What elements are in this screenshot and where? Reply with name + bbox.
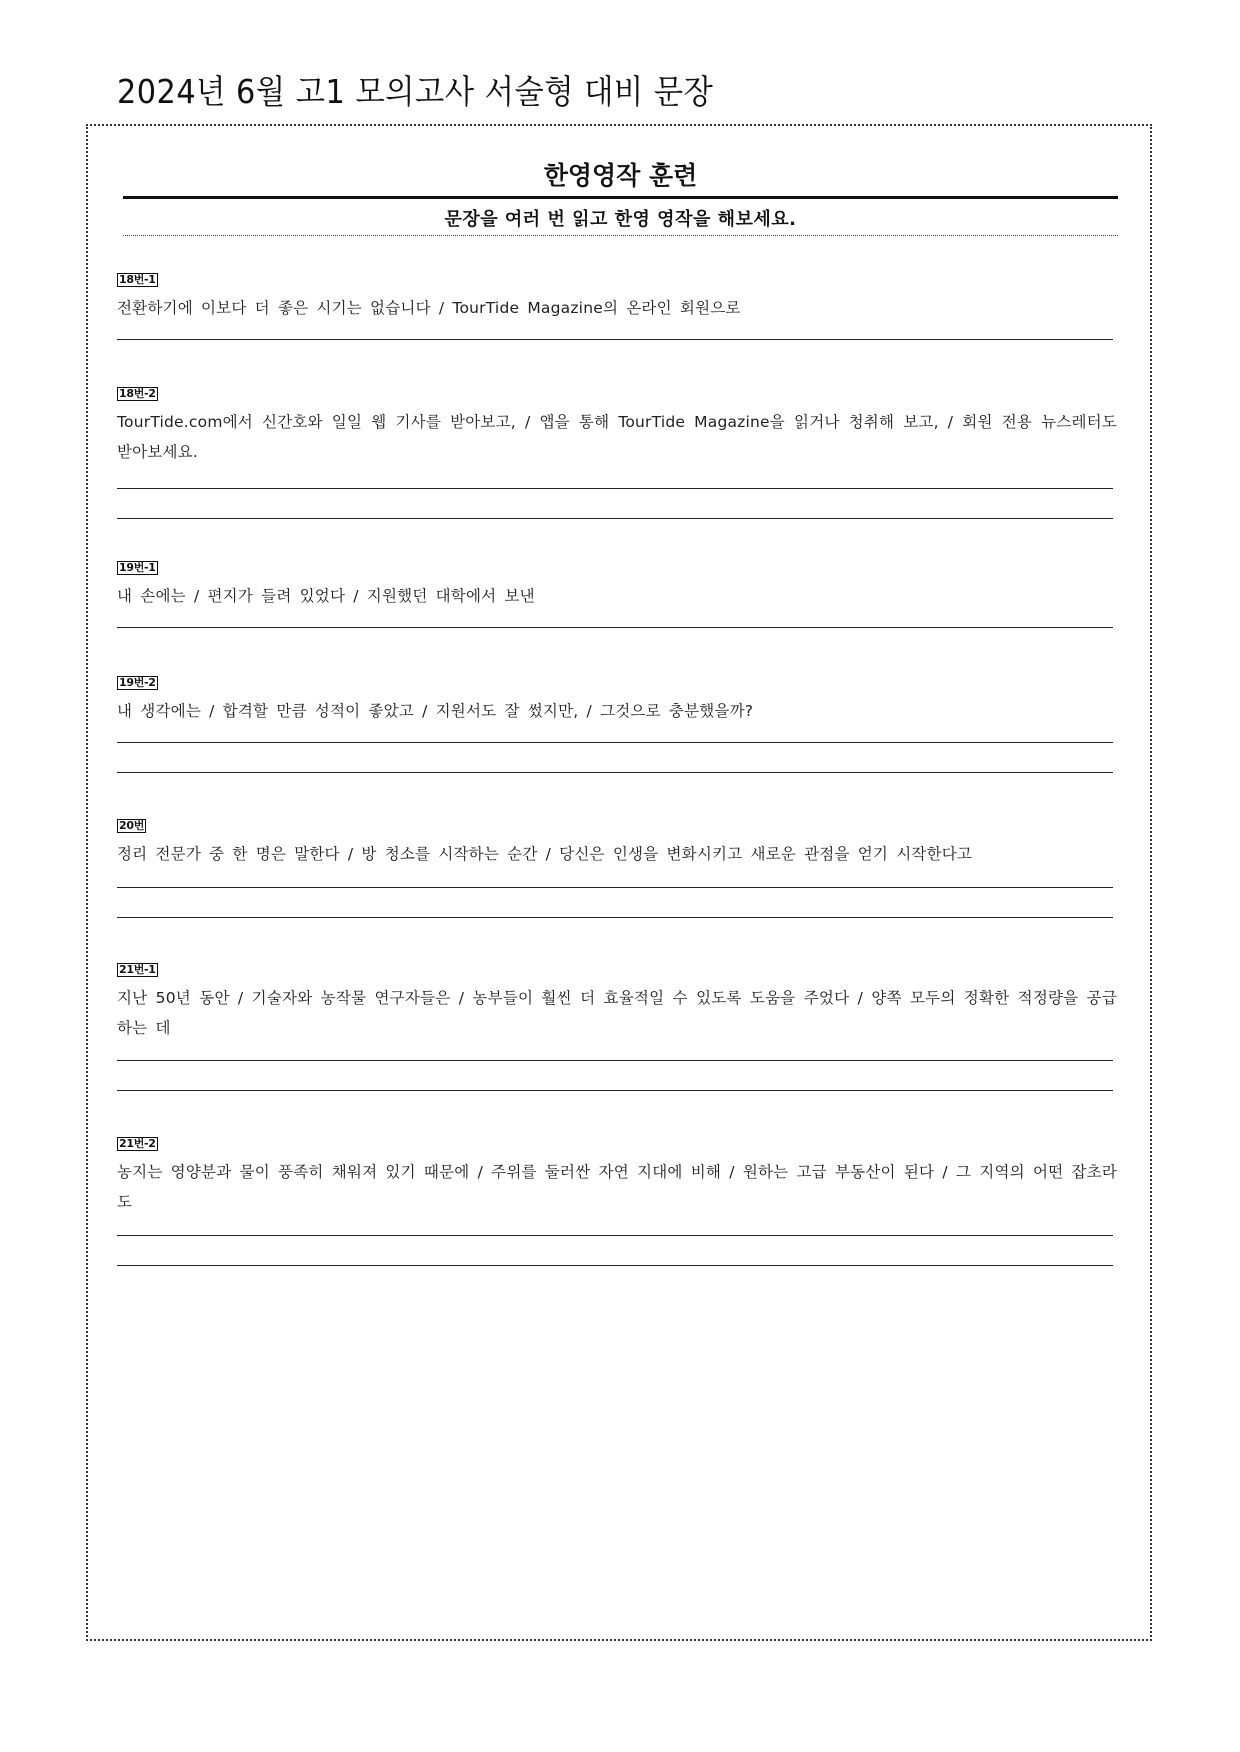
question-number-badge: 19번-2 (119, 676, 156, 689)
answer-line[interactable] (117, 1235, 1113, 1236)
answer-line[interactable] (117, 917, 1113, 918)
instruction-divider (123, 235, 1118, 236)
answer-line[interactable] (117, 1090, 1113, 1091)
answer-line[interactable] (117, 742, 1113, 743)
answer-line[interactable] (117, 772, 1113, 773)
answer-line[interactable] (117, 1060, 1113, 1061)
korean-sentence: 내 생각에는 / 합격할 만큼 성적이 좋았고 / 지원서도 잘 썼지만, / 그것으로 충분했을까? (117, 702, 754, 720)
korean-sentence: 지난 50년 동안 / 기술자와 농작물 연구자들은 / 농부들이 훨씬 더 효율적일 수 있도록 도움을 주었다 / 양쪽 모두의 정확한 적정량을 공급하는 데 (117, 989, 1117, 1037)
answer-line[interactable] (117, 1265, 1113, 1266)
exercise-item (117, 382, 1117, 467)
exercise-item (117, 268, 1117, 323)
worksheet-heading: 한영영작 훈련 (543, 161, 698, 190)
answer-line[interactable] (117, 518, 1113, 519)
worksheet-frame (86, 124, 1152, 1641)
korean-sentence: 내 손에는 / 편지가 들려 있었다 / 지원했던 대학에서 보낸 (117, 587, 535, 605)
exercise-item (117, 556, 1117, 611)
question-number-badge: 19번-1 (119, 561, 156, 574)
question-number-badge: 18번-1 (119, 273, 156, 286)
heading-divider (123, 196, 1118, 199)
korean-sentence: TourTide.com에서 신간호와 일일 웹 기사를 받아보고, / 앱을 통해 TourTide Magazine을 읽거나 청취해 보고, / 회원 전용 뉴스레터도 받아보세요. (117, 413, 1117, 461)
question-number-badge: 18번-2 (119, 387, 156, 400)
question-number-badge: 21번-1 (119, 963, 156, 976)
exercise-item (117, 814, 1117, 869)
document-title: 2024년 6월 고1 모의고사 서술형 대비 문장 (117, 72, 714, 111)
answer-line[interactable] (117, 339, 1113, 340)
exercise-item (117, 1132, 1117, 1217)
worksheet-instruction: 문장을 여러 번 읽고 한영 영작을 해보세요. (444, 209, 797, 230)
korean-sentence: 정리 전문가 중 한 명은 말한다 / 방 청소를 시작하는 순간 / 당신은 인생을 변화시키고 새로운 관점을 얻기 시작한다고 (117, 845, 973, 863)
exercise-item (117, 958, 1117, 1043)
exercise-item (117, 671, 1117, 726)
korean-sentence: 농지는 영양분과 물이 풍족히 채워져 있기 때문에 / 주위를 둘러싼 자연 지대에 비해 / 원하는 고급 부동산이 된다 / 그 지역의 어떤 잡초라도 (117, 1163, 1117, 1211)
korean-sentence: 전환하기에 이보다 더 좋은 시기는 없습니다 / TourTide Magazine의 온라인 회원으로 (117, 299, 741, 317)
answer-line[interactable] (117, 488, 1113, 489)
question-number-badge: 20번 (119, 819, 145, 832)
answer-line[interactable] (117, 627, 1113, 628)
answer-line[interactable] (117, 887, 1113, 888)
question-number-badge: 21번-2 (119, 1137, 156, 1150)
